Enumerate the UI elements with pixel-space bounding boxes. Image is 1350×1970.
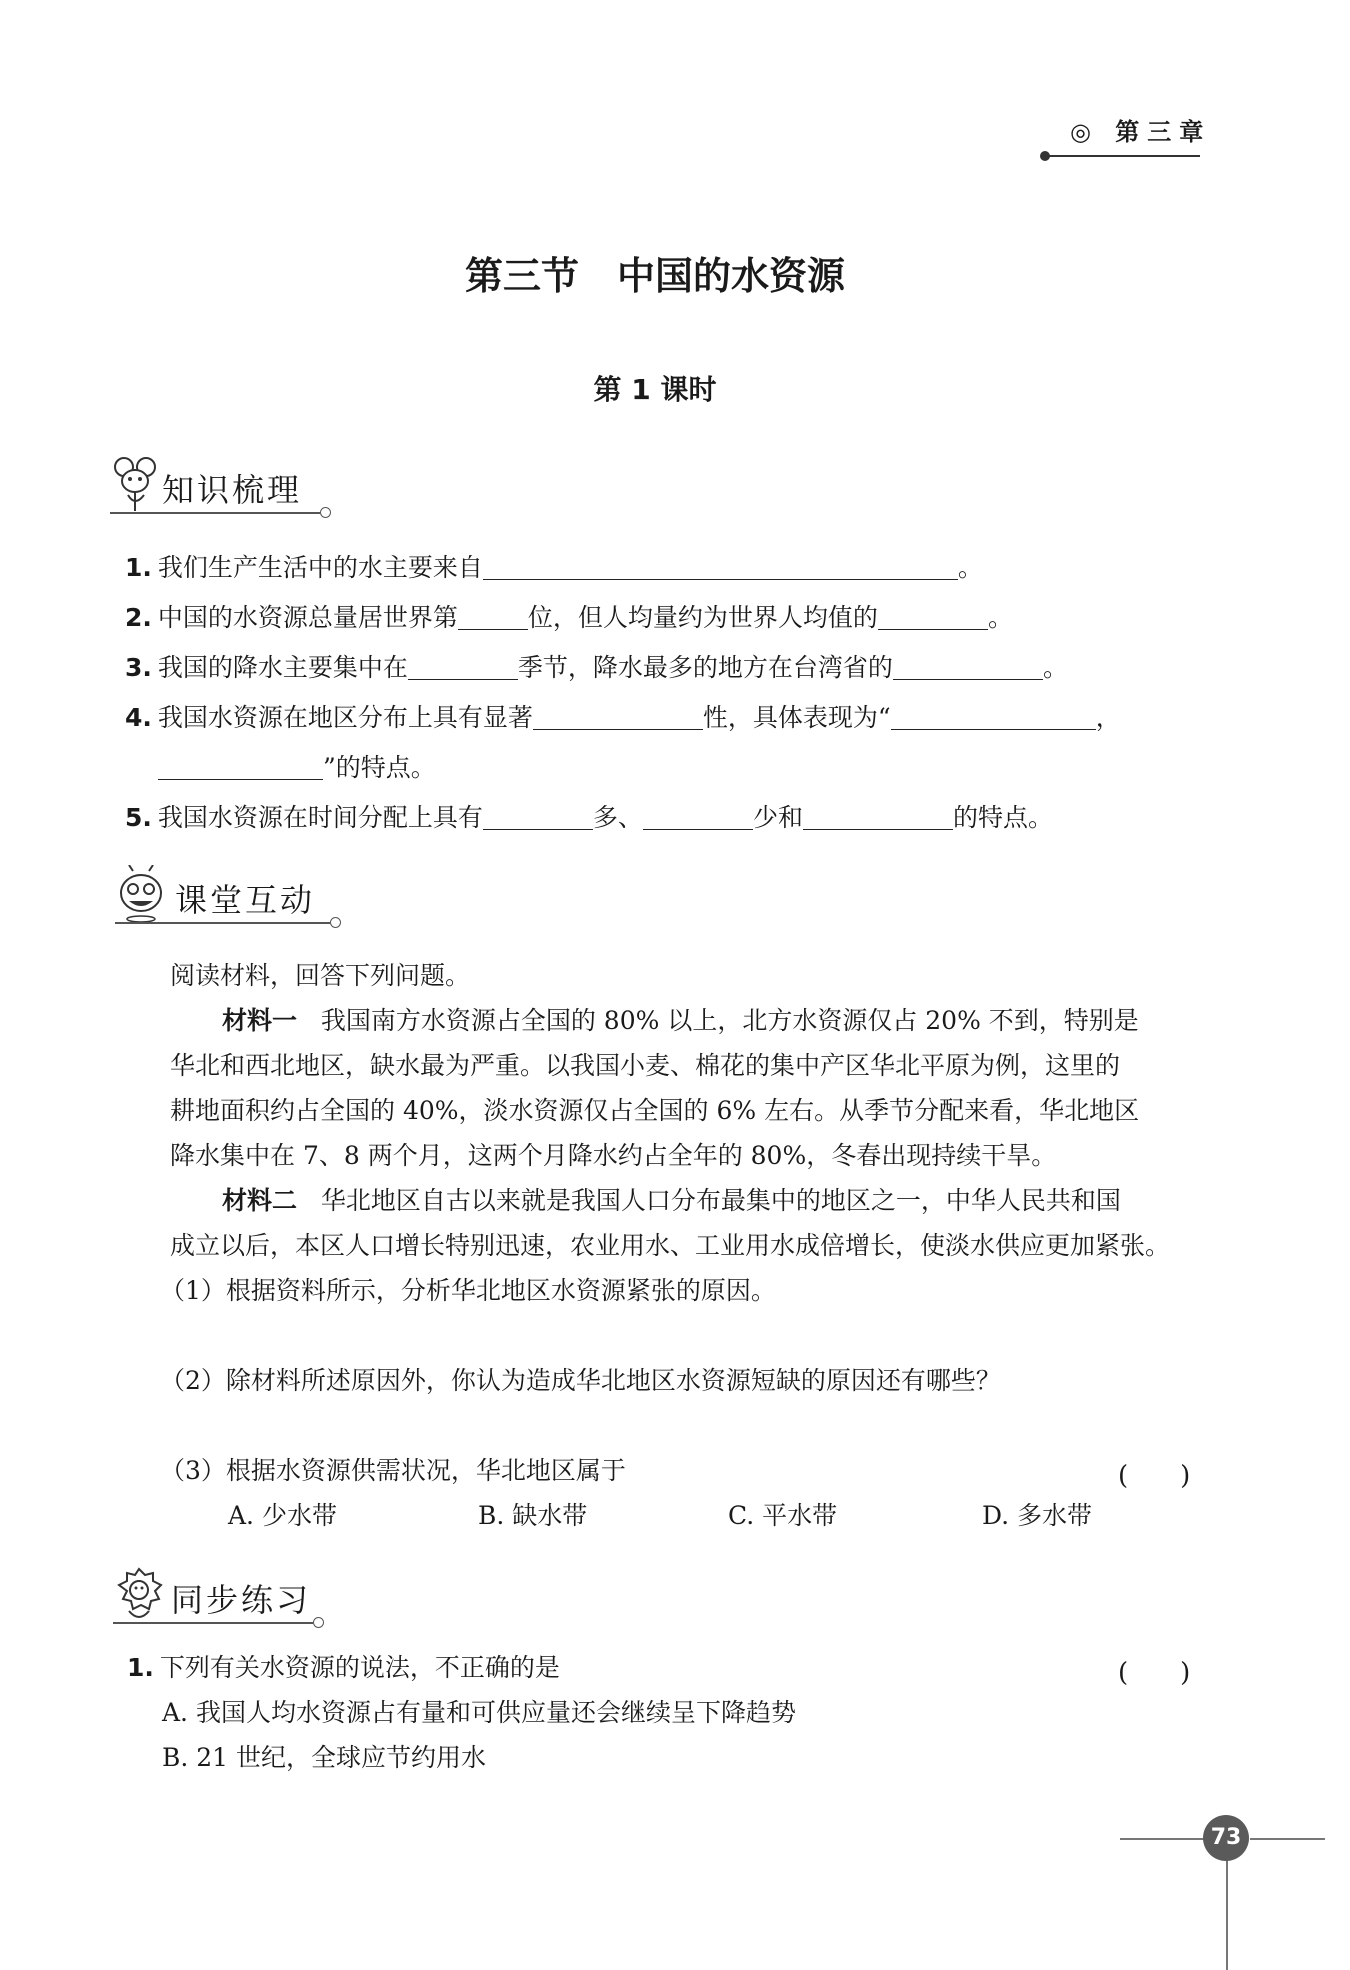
reading-intro: 阅读材料，回答下列问题。	[170, 961, 471, 990]
answer-blank[interactable]	[458, 605, 528, 630]
knowledge-q4: 4. 我国水资源在地区分布上具有显著 性，具体表现为“ ，	[125, 703, 1121, 732]
heading-circle	[320, 507, 331, 518]
heading-circle	[330, 917, 341, 928]
material-2-line-1: 材料二 华北地区自古以来就是我国人口分布最集中的地区之一，中华人民共和国	[222, 1186, 1121, 1215]
answer-paren[interactable]: ( )	[1118, 1461, 1191, 1491]
heading-underline	[113, 1622, 313, 1624]
knowledge-q5: 5. 我国水资源在时间分配上具有 多、 少和 的特点。	[125, 803, 1053, 832]
practice-q1-option-a: A. 我国人均水资源占有量和可供应量还会继续呈下降趋势	[162, 1698, 796, 1727]
answer-blank[interactable]	[158, 755, 323, 780]
answer-blank[interactable]	[891, 705, 1096, 730]
page-number: 73	[1203, 1815, 1249, 1861]
option-b: B. 缺水带	[478, 1501, 588, 1530]
lion-mascot-icon	[113, 1565, 165, 1623]
heading-underline	[115, 922, 330, 924]
answer-blank[interactable]	[878, 605, 988, 630]
practice-q1-option-b: B. 21 世纪，全球应节约用水	[162, 1743, 487, 1772]
classroom-q2: （2）除材料所述原因外，你认为造成华北地区水资源短缺的原因还有哪些？	[160, 1366, 1001, 1395]
chapter-label: ◎ 第三章	[1070, 118, 1212, 146]
answer-blank[interactable]	[483, 555, 958, 580]
option-c: C. 平水带	[728, 1501, 838, 1530]
footer-line	[1120, 1838, 1205, 1840]
footer-vertical-line	[1226, 1860, 1228, 1970]
heading-underline	[110, 512, 320, 514]
lesson-title: 第 1 课时	[593, 373, 717, 406]
answer-blank[interactable]	[533, 705, 703, 730]
answer-paren[interactable]: ( )	[1118, 1658, 1191, 1688]
option-d: D. 多水带	[982, 1501, 1093, 1530]
answer-blank[interactable]	[643, 805, 753, 830]
material-1-line-4: 降水集中在 7、8 两个月，这两个月降水约占全年的 80%，冬春出现持续干旱。	[170, 1141, 1057, 1170]
knowledge-heading-text: 知识梳理	[162, 471, 303, 509]
practice-q1: 1. 下列有关水资源的说法，不正确的是	[127, 1653, 560, 1682]
knowledge-q4-cont: ”的特点。	[158, 755, 436, 780]
material-1-line-2: 华北和西北地区，缺水最为严重。以我国小麦、棉花的集中产区华北平原为例，这里的	[170, 1051, 1121, 1080]
chapter-dot	[1040, 151, 1050, 161]
mouse-mascot-icon	[110, 455, 162, 513]
knowledge-q2: 2. 中国的水资源总量居世界第 位，但人均量约为世界人均值的 。	[125, 603, 1013, 632]
knowledge-q1: 1. 我们生产生活中的水主要来自 。	[125, 553, 983, 582]
answer-blank[interactable]	[483, 805, 593, 830]
material-2-line-2: 成立以后，本区人口增长特别迅速，农业用水、工业用水成倍增长，使淡水供应更加紧张。	[170, 1231, 1171, 1260]
section-title: 第三节 中国的水资源	[464, 253, 845, 298]
robot-mascot-icon	[115, 865, 167, 923]
classroom-q1: （1）根据资料所示，分析华北地区水资源紧张的原因。	[160, 1276, 776, 1305]
material-1-line-3: 耕地面积约占全国的 40%，淡水资源仅占全国的 6% 左右。从季节分配来看，华北地区	[170, 1096, 1140, 1125]
heading-circle	[313, 1617, 324, 1628]
classroom-heading-text: 课堂互动	[175, 881, 316, 919]
answer-blank[interactable]	[408, 655, 518, 680]
answer-blank[interactable]	[893, 655, 1043, 680]
classroom-q3: （3）根据水资源供需状况，华北地区属于	[160, 1456, 626, 1485]
chapter-underline	[1045, 155, 1200, 157]
option-a: A. 少水带	[228, 1501, 337, 1530]
answer-blank[interactable]	[803, 805, 953, 830]
practice-heading-text: 同步练习	[171, 1581, 312, 1619]
footer-line	[1250, 1838, 1325, 1840]
knowledge-q3: 3. 我国的降水主要集中在 季节，降水最多的地方在台湾省的 。	[125, 653, 1068, 682]
material-1-line-1: 材料一 我国南方水资源占全国的 80% 以上，北方水资源仅占 20% 不到，特别是	[222, 1006, 1139, 1035]
